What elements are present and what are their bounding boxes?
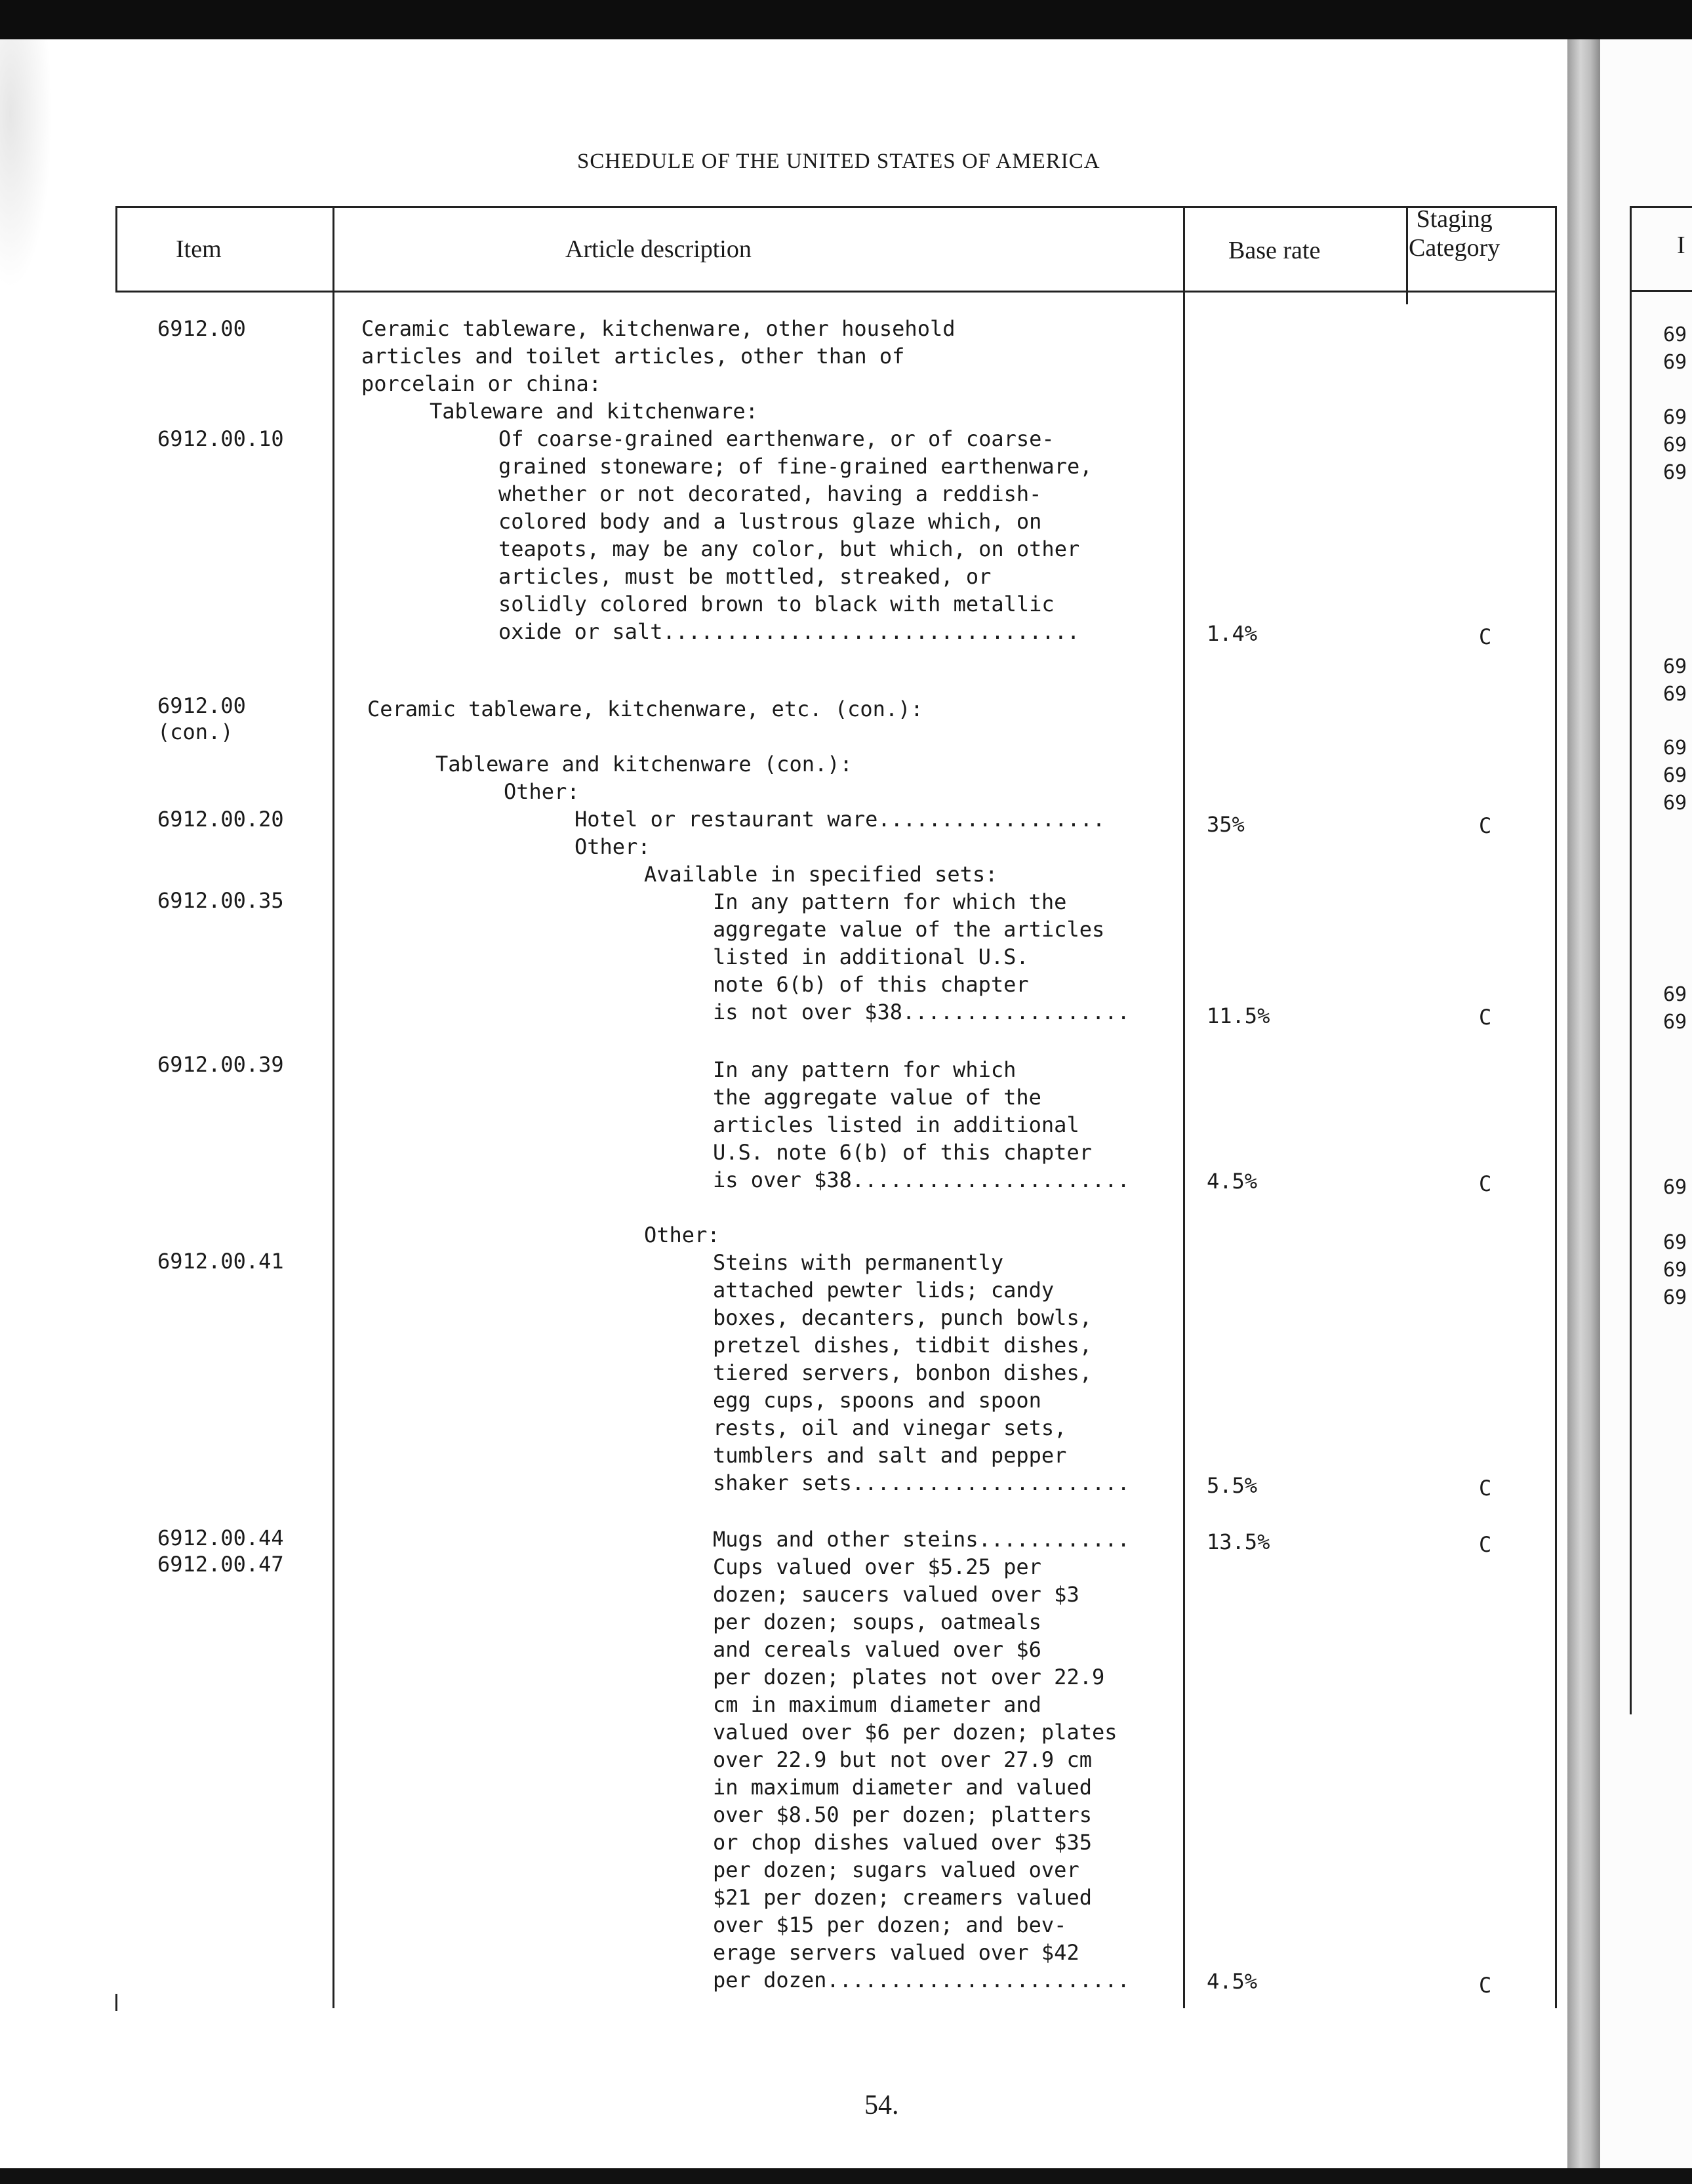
next-page-item-code: 69 [1663, 1259, 1687, 1282]
page-number: 54. [864, 2090, 899, 2120]
column-header-base-rate: Base rate [1228, 237, 1321, 264]
article-description: Mugs and other steins............ [713, 1527, 1130, 1552]
next-page-item-code: 69 [1663, 461, 1687, 484]
column-header-description: Article description [565, 235, 752, 263]
item-code: 6912.00.41 [157, 1249, 284, 1274]
article-description: Tableware and kitchenware: [430, 399, 758, 424]
next-page-header: I [1677, 232, 1685, 259]
column-divider-item [332, 206, 334, 2008]
base-rate: 5.5% [1207, 1473, 1258, 1498]
next-page-item-code: 69 [1663, 434, 1687, 456]
scan-top-border [0, 0, 1692, 39]
next-page-item-code: 69 [1663, 406, 1687, 429]
staging-category: C [1479, 1532, 1492, 1557]
table-left-border [115, 206, 117, 293]
article-description: Cups valued over $5.25 per dozen; saucers valued over $3 per dozen; soups, oatmeals and cereals valued over $6 per dozen; plates not over 22.9 cm in maximum diameter and valued over $6 per dozen; plates over 22.9 but not over 27.9 cm in maximum diameter and valued over $8.50 per dozen; platters or chop dishes valued over $35 per dozen; sugars valued over $21 per dozen; creamers valued over $15 per dozen; and bev- erage servers valued over $42 per dozen........................ [713, 1554, 1130, 1992]
staging-category: C [1479, 1476, 1492, 1501]
item-code: 6912.00.10 [157, 426, 284, 451]
article-description: Steins with permanently attached pewter lids; candy boxes, decanters, punch bowls, pretzel dishes, tidbit dishes, tiered servers, bonbon dishes, egg cups, spoons and spoon rests, oil and vinegar sets, tumblers and salt and pepper shaker sets...................... [713, 1250, 1130, 1495]
staging-category: C [1479, 1973, 1492, 1998]
next-page-item-code: 69 [1663, 1011, 1687, 1034]
staging-category: C [1479, 813, 1492, 838]
table-left-border-lower [115, 1994, 117, 2011]
article-description: Tableware and kitchenware (con.): [435, 752, 853, 777]
base-rate: 11.5% [1207, 1003, 1270, 1028]
article-description: Hotel or restaurant ware.................. [574, 807, 1106, 832]
next-page-left-border [1630, 206, 1632, 1714]
item-code: 6912.00.47 [157, 1552, 284, 1577]
item-code: 6912.00 [157, 316, 246, 341]
next-page-item-code: 69 [1663, 792, 1687, 815]
next-page-item-code: 69 [1663, 323, 1687, 346]
scan-bottom-border [0, 2168, 1692, 2184]
column-header-staging: Staging Category [1409, 205, 1501, 262]
base-rate: 1.4% [1207, 621, 1258, 646]
article-description: Ceramic tableware, kitchenware, other household articles and toilet articles, other than of porcelain or china: [361, 316, 956, 396]
article-description: In any pattern for which the aggregate value of the articles listed in additional U.S. note 6(b) of this chapter is over $38...................... [713, 1057, 1130, 1192]
next-page-item-code: 69 [1663, 1231, 1687, 1254]
item-code: 6912.00.20 [157, 807, 284, 832]
next-page-item-code: 69 [1663, 737, 1687, 759]
base-rate: 13.5% [1207, 1529, 1270, 1554]
staging-category: C [1479, 1005, 1492, 1030]
article-description: Ceramic tableware, kitchenware, etc. (con.): [367, 697, 923, 721]
column-header-item: Item [176, 235, 222, 263]
item-code: 6912.00.44 [157, 1526, 284, 1550]
next-page-table-border [1630, 206, 1692, 208]
column-divider-desc [1183, 206, 1185, 2008]
column-divider-rate [1406, 206, 1408, 304]
base-rate: 4.5% [1207, 1169, 1258, 1194]
page-title: SCHEDULE OF THE UNITED STATES OF AMERICA [577, 150, 1100, 173]
table-top-border [115, 206, 1557, 208]
next-page-item-code: 69 [1663, 1286, 1687, 1309]
article-description: In any pattern for which the aggregate value of the articles listed in additional U.S. note 6(b) of this chapter is not over $38.................. [713, 889, 1130, 1024]
article-description: Other: [504, 779, 580, 804]
next-page-item-code: 69 [1663, 655, 1687, 678]
article-description: Of coarse-grained earthenware, or of coarse- grained stoneware; of fine-grained earthenware, whether or not decorated, having a reddish- colored body and a lustrous glaze which, on teapots, may be any color, but which, on other articles, must be mottled, streaked, or solidly colored brown to black with metallic oxide or salt................................. [498, 426, 1093, 644]
scan-noise [0, 39, 52, 289]
base-rate: 35% [1207, 812, 1245, 837]
next-page-item-code: 69 [1663, 351, 1687, 374]
next-page-item-code: 69 [1663, 983, 1687, 1006]
table-header-divider [115, 291, 1557, 293]
page-binding-edge [1567, 39, 1600, 2168]
next-page-item-code: 69 [1663, 1176, 1687, 1199]
article-description: Available in specified sets: [644, 862, 998, 887]
staging-category: C [1479, 624, 1492, 649]
table-right-border [1555, 206, 1557, 2008]
item-code: 6912.00.39 [157, 1052, 284, 1077]
article-description: Other: [644, 1223, 720, 1247]
next-page-item-code: 69 [1663, 764, 1687, 787]
next-page-item-code: 69 [1663, 683, 1687, 706]
staging-category: C [1479, 1171, 1492, 1196]
item-code: 6912.00 (con.) [157, 693, 246, 744]
item-code: 6912.00.35 [157, 888, 284, 913]
next-page-header-divider [1630, 290, 1692, 292]
base-rate: 4.5% [1207, 1969, 1258, 1994]
article-description: Other: [574, 834, 651, 859]
